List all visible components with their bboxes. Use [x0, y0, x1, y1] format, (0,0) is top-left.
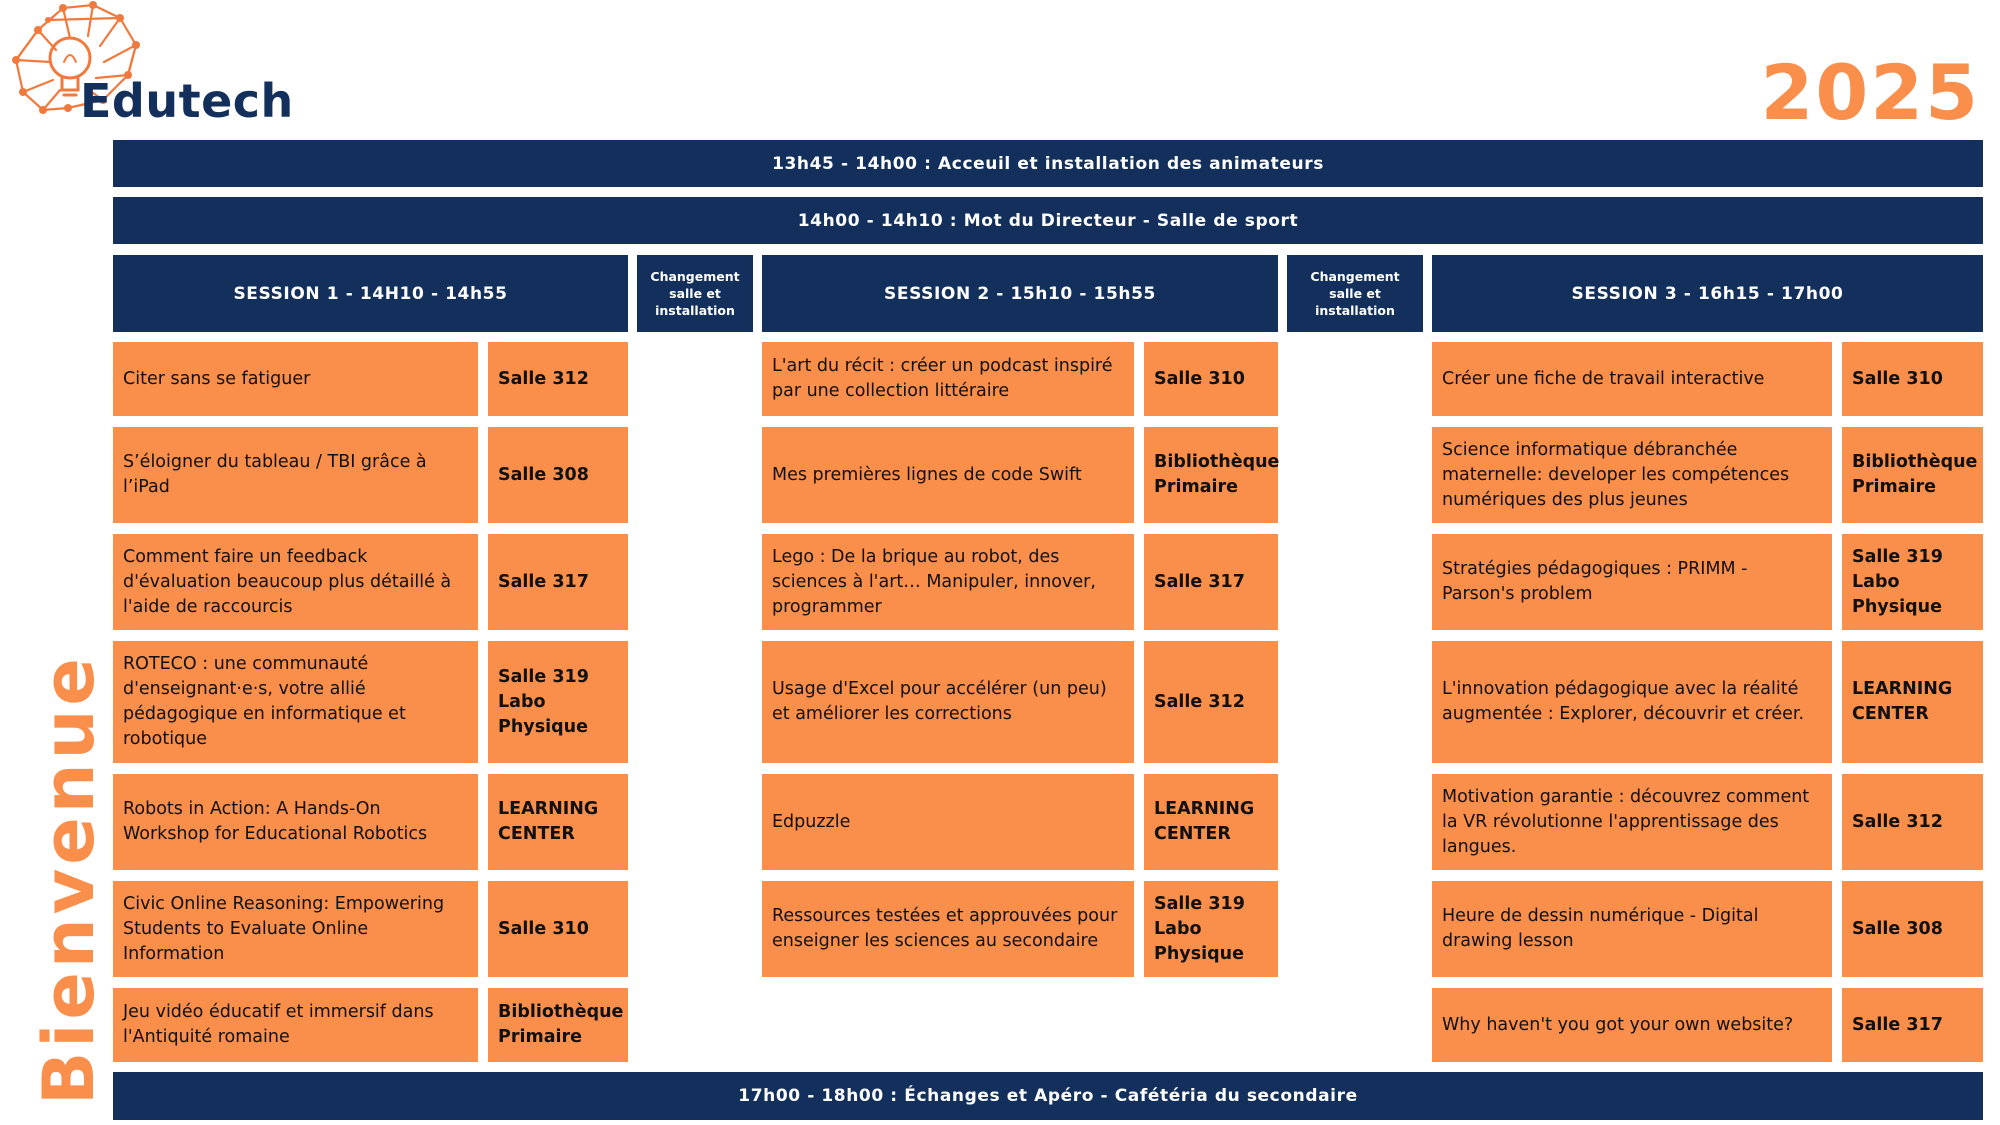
workshop-title: L'innovation pédagogique avec la réalité augmentée : Explorer, découvrir et créer. — [1432, 641, 1832, 763]
workshop-room: Salle 308 — [488, 427, 628, 523]
session-3-header: SESSION 3 - 16h15 - 17h00 — [1432, 255, 1983, 332]
workshop-title: Science informatique débranchée maternelle: developer les compétences numériques des plus jeunes — [1432, 427, 1832, 523]
workshop-room: Bibliothèque Primaire — [1842, 427, 1983, 523]
workshop-room: Salle 319 Labo Physique — [488, 641, 628, 763]
session-2-header: SESSION 2 - 15h10 - 15h55 — [762, 255, 1278, 332]
workshop-title: Lego : De la brique au robot, des sciences à l'art… Manipuler, innover, programmer — [762, 534, 1134, 630]
workshop-room: Salle 312 — [488, 342, 628, 416]
workshop-room: Salle 308 — [1842, 881, 1983, 977]
workshop-title: Jeu vidéo éducatif et immersif dans l'Antiquité romaine — [113, 988, 478, 1062]
brand-name: Edutech — [80, 74, 294, 128]
workshop-title: Ressources testées et approuvées pour enseigner les sciences au secondaire — [762, 881, 1134, 977]
workshop-title: Usage d'Excel pour accélérer (un peu) et améliorer les corrections — [762, 641, 1134, 763]
logo — [8, 0, 308, 128]
closing-banner: 17h00 - 18h00 : Échanges et Apéro - Cafétéria du secondaire — [113, 1072, 1983, 1120]
director-banner: 14h00 - 14h10 : Mot du Directeur - Salle de sport — [113, 197, 1983, 244]
workshop-title: Citer sans se fatiguer — [113, 342, 478, 416]
workshop-room: Salle 310 — [488, 881, 628, 977]
arrival-banner: 13h45 - 14h00 : Acceuil et installation des animateurs — [113, 140, 1983, 187]
workshop-room: LEARNING CENTER — [1144, 774, 1278, 870]
workshop-title: S’éloigner du tableau / TBI grâce à l’iPad — [113, 427, 478, 523]
workshop-room: Bibliothèque Primaire — [1144, 427, 1278, 523]
workshop-title: Stratégies pédagogiques : PRIMM - Parson's problem — [1432, 534, 1832, 630]
workshop-room: Salle 317 — [488, 534, 628, 630]
workshop-room: Salle 310 — [1842, 342, 1983, 416]
workshop-room: LEARNING CENTER — [488, 774, 628, 870]
workshop-title: Mes premières lignes de code Swift — [762, 427, 1134, 523]
workshop-room: Salle 317 — [1842, 988, 1983, 1062]
workshop-title: Robots in Action: A Hands-On Workshop for Educational Robotics — [113, 774, 478, 870]
workshop-title: Heure de dessin numérique - Digital drawing lesson — [1432, 881, 1832, 977]
workshop-title: Créer une fiche de travail interactive — [1432, 342, 1832, 416]
workshop-title: L'art du récit : créer un podcast inspiré par une collection littéraire — [762, 342, 1134, 416]
workshop-room: Salle 310 — [1144, 342, 1278, 416]
workshop-title: Motivation garantie : découvrez comment la VR révolutionne l'apprentissage des langues. — [1432, 774, 1832, 870]
workshop-room: Salle 312 — [1842, 774, 1983, 870]
workshop-room: Salle 312 — [1144, 641, 1278, 763]
workshop-room: Salle 319 Labo Physique — [1842, 534, 1983, 630]
session-1-header: SESSION 1 - 14H10 - 14h55 — [113, 255, 628, 332]
break-2-label: Changement salle et installation — [1287, 255, 1423, 332]
workshop-room: LEARNING CENTER — [1842, 641, 1983, 763]
break-1-label: Changement salle et installation — [637, 255, 753, 332]
welcome-label: Bienvenue — [28, 654, 110, 1105]
workshop-title: Why haven't you got your own website? — [1432, 988, 1832, 1062]
workshop-title: Edpuzzle — [762, 774, 1134, 870]
workshop-title: Civic Online Reasoning: Empowering Students to Evaluate Online Information — [113, 881, 478, 977]
workshop-room: Salle 317 — [1144, 534, 1278, 630]
workshop-room: Bibliothèque Primaire — [488, 988, 628, 1062]
workshop-title: ROTECO : une communauté d'enseignant·e·s, votre allié pédagogique en informatique et robotique — [113, 641, 478, 763]
workshop-room: Salle 319 Labo Physique — [1144, 881, 1278, 977]
year-label: 2025 — [1760, 48, 1980, 137]
workshop-title: Comment faire un feedback d'évaluation beaucoup plus détaillé à l'aide de raccourcis — [113, 534, 478, 630]
